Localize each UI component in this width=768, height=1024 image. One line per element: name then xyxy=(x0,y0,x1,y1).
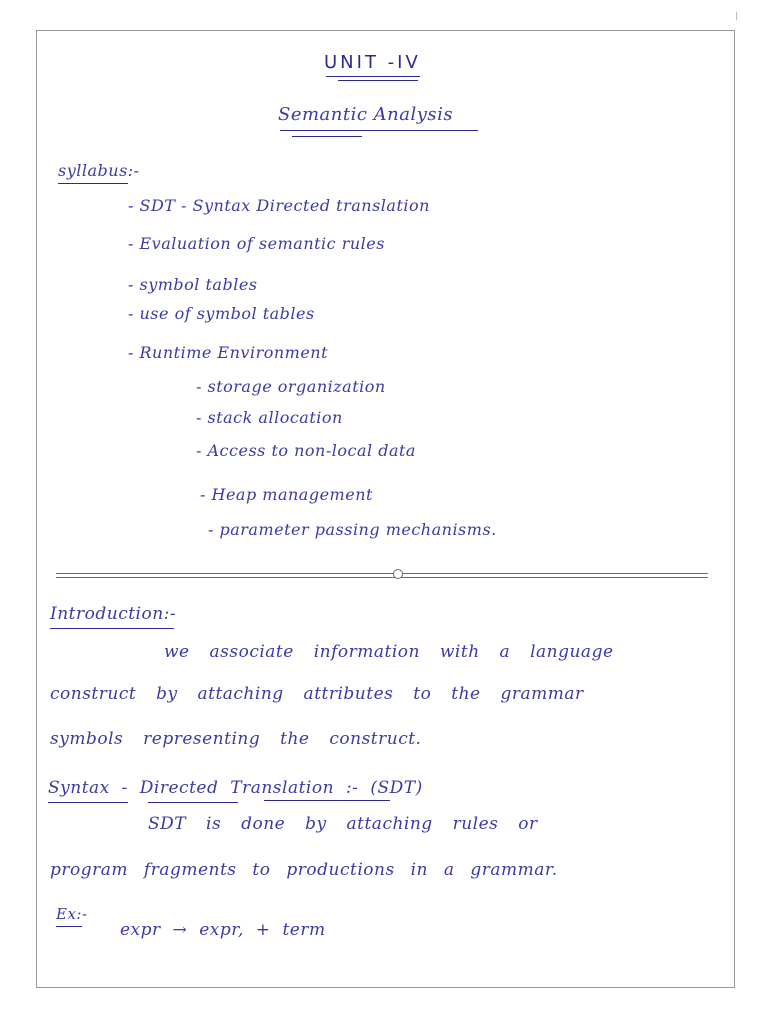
divider-ornament xyxy=(393,569,403,579)
section-divider-double xyxy=(56,577,708,578)
example-label: Ex:- xyxy=(56,905,88,923)
syllabus-item: - symbol tables xyxy=(128,275,258,294)
sdt-underline-directed xyxy=(148,802,238,803)
section-divider xyxy=(56,573,708,574)
page-border xyxy=(36,30,735,988)
syllabus-item: - Runtime Environment xyxy=(128,343,329,362)
syllabus-subitem: - parameter passing mechanisms. xyxy=(208,520,497,539)
sdt-underline-syntax xyxy=(48,802,128,803)
syllabus-item: - SDT - Syntax Directed translation xyxy=(128,196,430,215)
unit-underline-double xyxy=(338,80,418,81)
sdt-heading: Syntax - Directed Translation :- (SDT) xyxy=(48,778,423,798)
sdt-line: SDT is done by attaching rules or xyxy=(148,814,538,834)
introduction-line: symbols representing the construct. xyxy=(50,729,422,749)
syllabus-underline xyxy=(58,183,128,184)
introduction-line: construct by attaching attributes to the grammar xyxy=(50,684,584,704)
syllabus-item: - Evaluation of semantic rules xyxy=(128,234,385,253)
syllabus-subitem: - storage organization xyxy=(196,377,386,396)
syllabus-item: - use of symbol tables xyxy=(128,304,315,323)
syllabus-subitem: - Heap management xyxy=(200,485,373,504)
unit-heading: UNIT -IV xyxy=(324,52,421,73)
introduction-underline xyxy=(50,628,174,629)
syllabus-label: syllabus:- xyxy=(58,161,140,180)
sdt-underline-translation xyxy=(264,800,390,801)
sdt-line: program fragments to productions in a grammar. xyxy=(50,860,558,880)
introduction-label: Introduction:- xyxy=(50,604,177,624)
topic-underline-double xyxy=(292,136,362,137)
syllabus-subitem: - stack allocation xyxy=(196,408,343,427)
syllabus-subitem: - Access to non-local data xyxy=(196,441,416,460)
topic-heading: Semantic Analysis xyxy=(278,104,454,125)
example-expression: expr → expr, + term xyxy=(120,920,326,940)
introduction-line: we associate information with a language xyxy=(164,642,614,662)
topic-underline xyxy=(280,130,478,131)
example-underline xyxy=(56,926,82,927)
unit-underline xyxy=(326,76,420,77)
page-corner-mark xyxy=(736,12,737,20)
